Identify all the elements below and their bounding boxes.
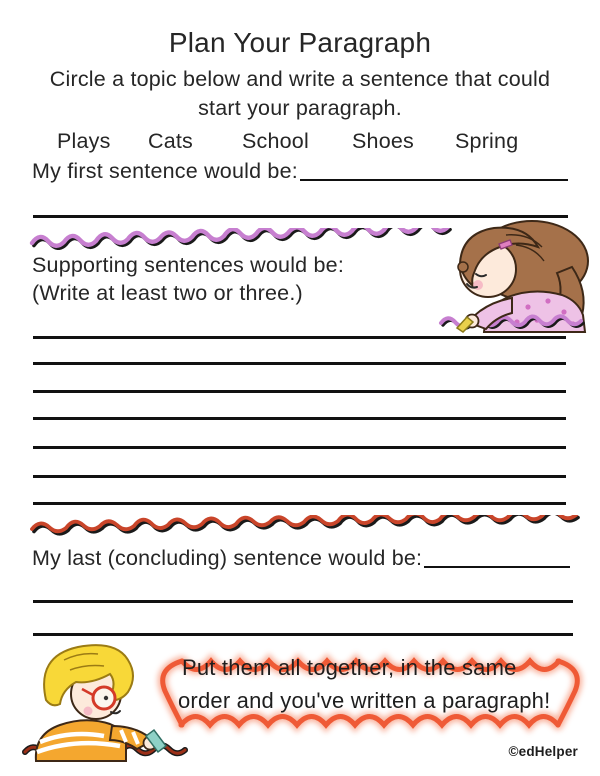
writing-line <box>33 446 566 449</box>
divider-line <box>33 215 568 218</box>
topic-shoes: Shoes <box>352 129 414 153</box>
page-title: Plan Your Paragraph <box>168 27 432 58</box>
topic-cats: Cats <box>148 129 194 153</box>
last-sentence-row <box>32 546 570 571</box>
topic-school: School <box>242 129 309 153</box>
supporting-label: Supporting sentences would be: <box>32 253 344 277</box>
instruction-line-2: start your paragraph. <box>198 96 402 120</box>
first-sentence-row <box>32 159 568 184</box>
writing-line <box>33 336 566 339</box>
bubble-text-line-1: Put them all together, in the same <box>182 655 517 680</box>
writing-line <box>33 417 566 420</box>
red-scribble-line <box>28 515 580 539</box>
supporting-note: (Write at least two or three.) <box>32 281 303 305</box>
last-sentence-label: My last (concluding) sentence would be: <box>32 546 423 570</box>
topic-plays: Plays <box>57 129 111 153</box>
topic-spring: Spring <box>455 129 519 153</box>
credit-text: ©edHelper <box>508 744 578 759</box>
instruction-line-1: Circle a topic below and write a sentence that could <box>49 67 551 91</box>
purple-scribble-line <box>28 228 453 250</box>
writing-line <box>33 475 566 478</box>
writing-line <box>33 633 573 636</box>
writing-line <box>33 600 573 603</box>
last-sentence-blank <box>424 566 570 568</box>
bubble-text-line-2: order and you've written a paragraph! <box>178 688 551 713</box>
writing-line <box>33 390 566 393</box>
first-sentence-blank <box>300 179 568 181</box>
writing-line <box>33 362 566 365</box>
writing-line <box>33 502 566 505</box>
first-sentence-label: My first sentence would be: <box>32 159 298 183</box>
girl-drawing-illustration <box>436 219 590 333</box>
